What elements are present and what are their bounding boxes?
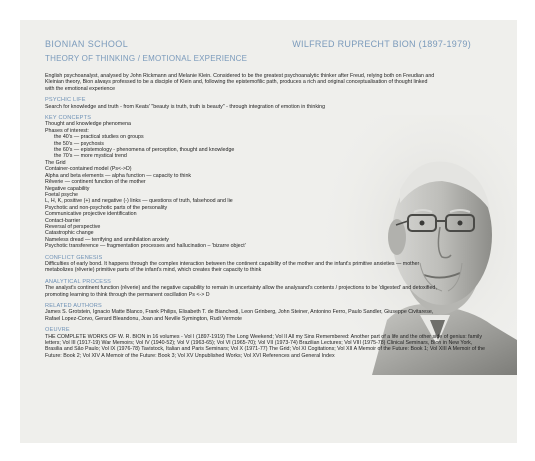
analytical-process-text: The analyst's continent function (rêverie) and the negative capability to remain in uncertainty allow the analysand's contents / projections to be 'digested' and detoxified, promoting learning to think through the permanent oscillation Ps <-> D — [45, 285, 437, 298]
key-concept-item: Psychotic transference — fragmentation processes and hallucination – 'bizarre object' — [45, 243, 246, 250]
header-left — [45, 39, 247, 63]
key-concept-item: Container-contained model (Ps<->D) — [45, 166, 132, 173]
related-authors-text: James S. Grotstein, Ignacio Matte Blanco, Frank Philips, Elisabeth T. de Bianchedi, Leon Grinberg, John Steiner, Antonino Ferro, Paulo Sandler, Giuseppe Civitarese, Rafael Lopez-Corvo, Gerard Bleandonu, Joan and Neville Symington, Rudi Vermote — [45, 309, 434, 322]
school-name: BIONIAN SCHOOL — [45, 39, 129, 49]
conflict-genesis-text: Difficulties of early bond. It happens through the complex interaction between the continent capability of the mother and the infant's primitive anxieties — mother metabolizes (rêverie) primitive parts of the infant's mind, which creates their capacity to think — [45, 260, 420, 274]
key-concept-item: Phases of interest: — [45, 127, 89, 134]
school-subtitle: THEORY OF THINKING / EMOTIONAL EXPERIENCE — [45, 54, 248, 63]
key-concept-item: Nameless dread — terrifying and annihilation anxiety — [45, 236, 169, 243]
key-concepts-title: KEY CONCEPTS — [45, 115, 92, 122]
person-name: WILFRED RUPRECHT BION (1897-1979) — [292, 39, 471, 49]
key-concept-item: Catastrophic change — [45, 230, 94, 237]
analytical-process-title: ANALYTICAL PROCESS — [45, 278, 112, 285]
info-card — [20, 20, 517, 443]
key-concept-item: Alpha and beta elements — alpha function — capacity to think — [45, 172, 192, 179]
oeuvre-title: OEUVRE — [45, 327, 70, 334]
conflict-genesis-title: CONFLICT GENESIS — [45, 254, 103, 261]
key-concept-item: Foetal psyche — [45, 191, 78, 198]
key-concept-item: Reversal of perspective — [45, 223, 101, 230]
intro-text: English psychoanalyst, analysed by John Rickmann and Melanie Klein. Considered to be the greatest psychoanalytic thinker after Freud, relying both on Freudian and Kleinian theory, Bion always professed to be a disciple of Klein and, following the epistemofilic path, produces a rich and original conceptualisation of thought linked with the emotional experience — [45, 73, 435, 92]
key-concept-item: Thought and knowledge phenomena — [45, 121, 131, 128]
key-concept-item: the 60's — epistemology - phenomena of perception, thought and knowledge — [54, 147, 235, 154]
key-concept-item: L, H, K, positive (+) and negative (-) links — questions of truth, falsehood and lie — [45, 198, 233, 205]
key-concepts-list — [45, 121, 437, 249]
oeuvre-text: THE COMPLETE WORKS OF W. R. BION in 16 volumes - Vol I (1897-1919) The Long Weekend; Vol II All my Sins Remembered: Another part of a life and the other side of genius: family letters; Vol III (1917-19) War Memoirs; Vol IV (1940-52); Vol V (1963-65); Vol VI (1965-70); Vol VII (1973-74) Brazilian Lectures; Vol VIII (1975-78) Clinical Seminars, Bion in New York, Brasilia and São Paulo; Vol IX (1976-78) Tavistock, Italian and Paris Seminars; Vol X (1971-77) The Grid; Vol XI Cogitations; Vol XII A Memoir of the Future: Book 1; Vol XIII A Memoir of the Future: Book 2; Vol XIV A Memoir of the Future: Book 3; Vol XV Unpublished Works; Vol XVI References and General Index — [45, 333, 485, 359]
key-concept-item: The Grid — [45, 159, 66, 166]
key-concept-item: Contact-barrier — [45, 217, 81, 224]
key-concept-item: Communicative projective identification — [45, 211, 137, 218]
key-concept-item: Negative capability — [45, 185, 90, 192]
key-concept-item: the 50's — psychosis — [54, 140, 104, 147]
related-authors-title: RELATED AUTHORS — [45, 303, 102, 309]
psychic-life-text: Search for knowledge and truth - from Keats' "beauty is truth, truth is beauty" - through integration of emotion in thinking — [45, 103, 326, 110]
key-concept-item: the 70's — more mystical trend — [54, 153, 127, 160]
content-body — [45, 73, 485, 359]
key-concept-item: Psychotic and non-psychotic parts of the personality — [45, 204, 168, 211]
key-concept-item: Rêverie — continent function of the mother — [45, 179, 146, 186]
key-concept-item: the 40's — practical studies on groups — [54, 134, 144, 141]
psychic-life-title: PSYCHIC LIFE — [45, 97, 86, 104]
